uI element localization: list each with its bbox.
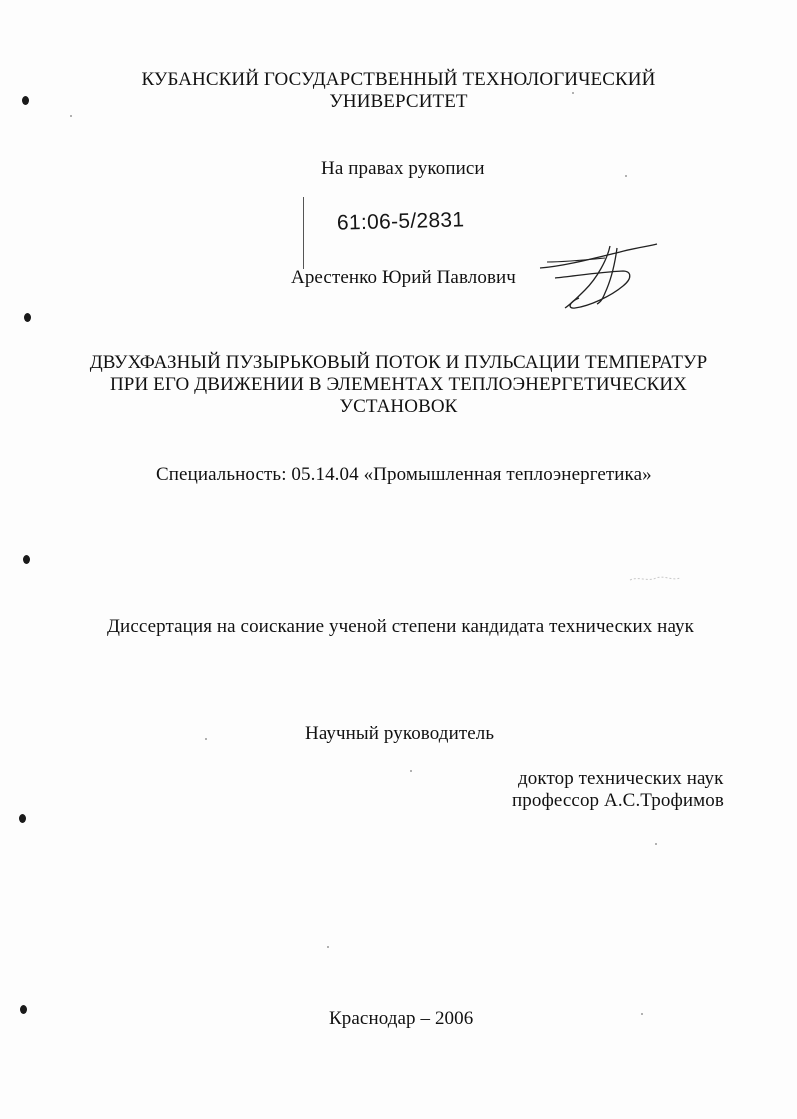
scan-speck <box>655 843 657 845</box>
author-signature <box>535 238 660 318</box>
thesis-title-line3: УСТАНОВОК <box>339 396 458 417</box>
supervisor-name: профессор А.С.Трофимов <box>512 790 724 811</box>
dissertation-statement: Диссертация на соискание ученой степени кандидата технических наук <box>107 616 694 637</box>
scan-speck <box>641 1013 643 1015</box>
thesis-title-line2: ПРИ ЕГО ДВИЖЕНИИ В ЭЛЕМЕНТАХ ТЕПЛОЭНЕРГЕТИЧЕСКИХ <box>109 374 688 395</box>
city-year: Краснодар – 2006 <box>329 1008 474 1029</box>
supervisor-degree: доктор технических наук <box>518 768 724 789</box>
scan-speck <box>625 175 627 177</box>
university-name-line2: УНИВЕРСИТЕТ <box>329 91 468 112</box>
stamp-margin-line <box>303 197 304 269</box>
university-name-line1: КУБАНСКИЙ ГОСУДАРСТВЕННЫЙ ТЕХНОЛОГИЧЕСКИЙ <box>141 69 656 90</box>
binder-hole-mark <box>24 313 31 322</box>
specialty: Специальность: 05.14.04 «Промышленная теплоэнергетика» <box>156 464 652 485</box>
binder-hole-mark <box>20 1005 27 1014</box>
scan-speck <box>205 738 207 740</box>
binder-hole-mark <box>19 814 26 823</box>
scan-speck <box>70 115 72 117</box>
binder-hole-mark <box>23 555 30 564</box>
supervisor-label: Научный руководитель <box>305 723 495 744</box>
scan-speck <box>410 770 412 772</box>
manuscript-note: На правах рукописи <box>321 158 485 179</box>
thesis-title-line1: ДВУХФАЗНЫЙ ПУЗЫРЬКОВЫЙ ПОТОК И ПУЛЬСАЦИИ ТЕМПЕРАТУР <box>89 352 708 373</box>
author-name: Арестенко Юрий Павлович <box>291 267 516 288</box>
library-stamp-code: 61:06-5/2831 <box>336 208 465 235</box>
scan-speck <box>327 946 329 948</box>
scan-smudge <box>628 572 683 586</box>
